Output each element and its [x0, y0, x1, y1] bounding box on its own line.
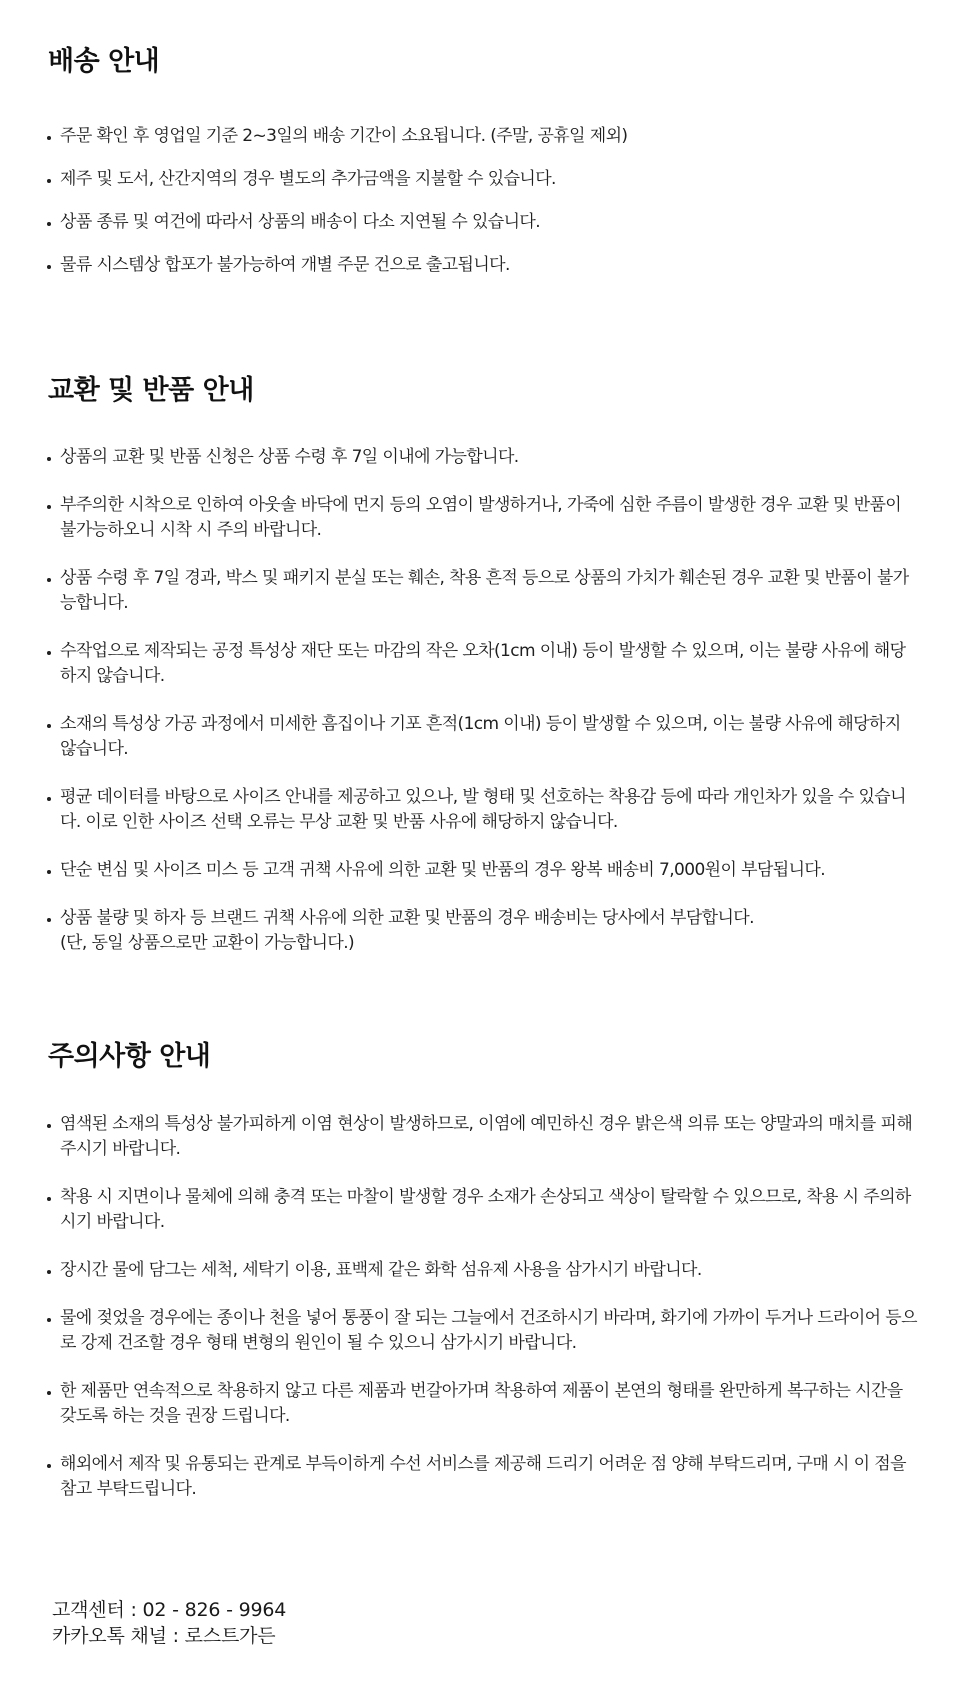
returns-item: [46, 906, 918, 956]
contact-info: [52, 1597, 286, 1649]
caution-item: 물에 젖었을 경우에는 종이나 천을 넣어 통풍이 잘 되는 그늘에서 건조하시기 바라며, 화기에 가까이 두거나 드라이어 등으로 강제 건조할 경우 형태 변형의 원인이 될 수 있으니 삼가시기 바랍니다.: [46, 1306, 918, 1356]
returns-item: 수작업으로 제작되는 공정 특성상 재단 또는 마감의 작은 오차(1cm 이내) 등이 발생할 수 있으며, 이는 불량 사유에 해당하지 않습니다.: [46, 639, 918, 689]
caution-title: 주의사항 안내: [48, 1041, 211, 1072]
caution-list: [46, 1112, 918, 1525]
returns-list: [46, 445, 918, 979]
returns-item: 부주의한 시착으로 인하여 아웃솔 바닥에 먼지 등의 오염이 발생하거나, 가죽에 심한 주름이 발생한 경우 교환 및 반품이 불가능하오니 시착 시 주의 바랍니다.: [46, 493, 918, 543]
returns-item: 소재의 특성상 가공 과정에서 미세한 흠집이나 기포 흔적(1cm 이내) 등이 발생할 수 있으며, 이는 불량 사유에 해당하지 않습니다.: [46, 712, 918, 762]
returns-title: 교환 및 반품 안내: [48, 375, 254, 406]
caution-item: 한 제품만 연속적으로 착용하지 않고 다른 제품과 번갈아가며 착용하여 제품이 본연의 형태를 완만하게 복구하는 시간을 갖도록 하는 것을 권장 드립니다.: [46, 1379, 918, 1429]
customer-center-phone: 고객센터 : 02 - 826 - 9964: [52, 1599, 287, 1621]
shipping-title: 배송 안내: [48, 46, 160, 77]
returns-item: 단순 변심 및 사이즈 미스 등 고객 귀책 사유에 의한 교환 및 반품의 경우 왕복 배송비 7,000원이 부담됩니다.: [46, 858, 918, 883]
shipping-item: 주문 확인 후 영업일 기준 2~3일의 배송 기간이 소요됩니다. (주말, 공휴일 제외): [46, 124, 918, 149]
shipping-list: [46, 124, 918, 296]
caution-item: 착용 시 지면이나 물체에 의해 충격 또는 마찰이 발생할 경우 소재가 손상되고 색상이 탈락할 수 있으므로, 착용 시 주의하시기 바랍니다.: [46, 1185, 918, 1235]
returns-item: 평균 데이터를 바탕으로 사이즈 안내를 제공하고 있으나, 발 형태 및 선호하는 착용감 등에 따라 개인차가 있을 수 있습니다. 이로 인한 사이즈 선택 오류는 무상 교환 및 반품 사유에 해당하지 않습니다.: [46, 785, 918, 835]
returns-item-note: (단, 동일 상품으로만 교환이 가능합니다.): [60, 933, 355, 953]
caution-item: 염색된 소재의 특성상 불가피하게 이염 현상이 발생하므로, 이염에 예민하신 경우 밝은색 의류 또는 양말과의 매치를 피해주시기 바랍니다.: [46, 1112, 918, 1162]
returns-item-line: 상품 불량 및 하자 등 브랜드 귀책 사유에 의한 교환 및 반품의 경우 배송비는 당사에서 부담합니다.: [60, 908, 754, 928]
returns-item: 상품 수령 후 7일 경과, 박스 및 패키지 분실 또는 훼손, 착용 흔적 등으로 상품의 가치가 훼손된 경우 교환 및 반품이 불가능합니다.: [46, 566, 918, 616]
shipping-item: 물류 시스템상 합포가 불가능하여 개별 주문 건으로 출고됩니다.: [46, 253, 918, 278]
caution-item: 해외에서 제작 및 유통되는 관계로 부득이하게 수선 서비스를 제공해 드리기 어려운 점 양해 부탁드리며, 구매 시 이 점을 참고 부탁드립니다.: [46, 1452, 918, 1502]
kakao-channel: 카카오톡 채널 : 로스트가든: [52, 1625, 276, 1647]
shipping-item: 상품 종류 및 여건에 따라서 상품의 배송이 다소 지연될 수 있습니다.: [46, 210, 918, 235]
caution-item: 장시간 물에 담그는 세척, 세탁기 이용, 표백제 같은 화학 섬유제 사용을 삼가시기 바랍니다.: [46, 1258, 918, 1283]
returns-item: 상품의 교환 및 반품 신청은 상품 수령 후 7일 이내에 가능합니다.: [46, 445, 918, 470]
shipping-item: 제주 및 도서, 산간지역의 경우 별도의 추가금액을 지불할 수 있습니다.: [46, 167, 918, 192]
